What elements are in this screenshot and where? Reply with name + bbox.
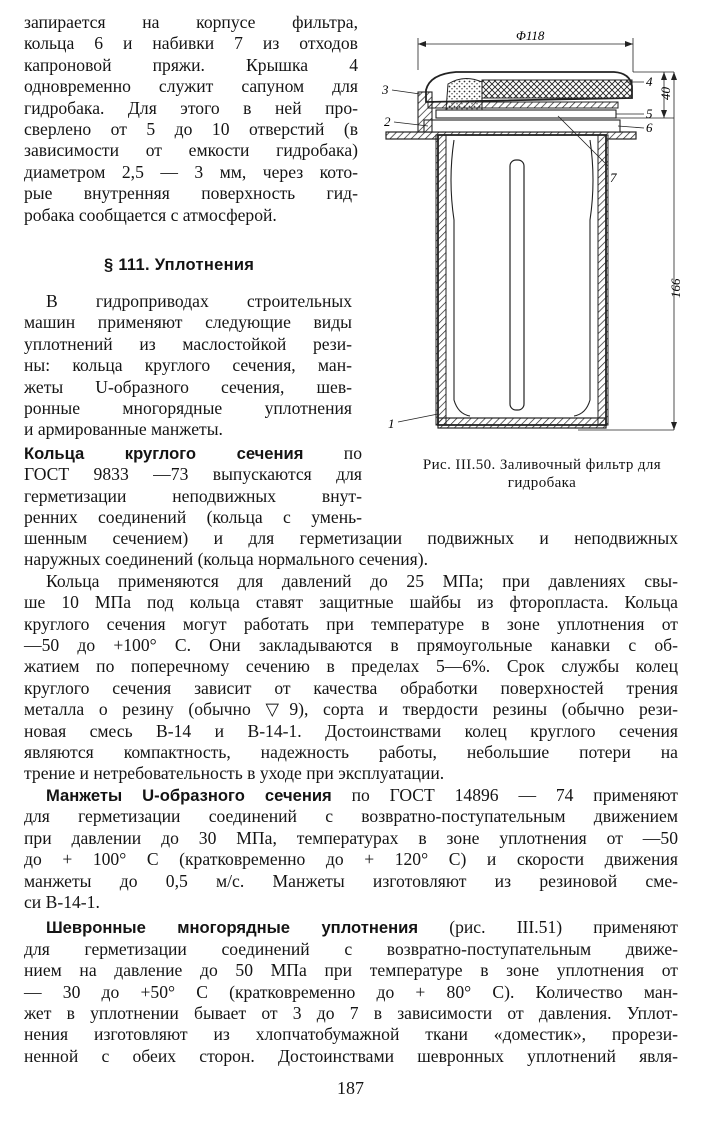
term-cuffs: Манжеты U-образного сечения	[46, 785, 332, 805]
text-line: являются компактность, надежность работы, небольшие потери на	[24, 742, 678, 763]
figure-caption	[392, 456, 692, 492]
cap-insert	[482, 80, 632, 98]
text-line	[24, 443, 362, 464]
text-line	[24, 917, 678, 938]
mesh-right	[598, 135, 608, 425]
text-line: нения изготовляют из хлопчатобумажной ткани «доместик», прорези-	[24, 1024, 678, 1045]
text-line: наружных соединений (кольца нормального сечения).	[24, 549, 429, 570]
text-line: гидробака. Для этого в ней про-	[24, 97, 358, 118]
text-line: капроновой пряжи. Крышка 4	[24, 54, 358, 75]
text-line: ненной с обеих сторон. Достоинствами шевронных уплотнений явля-	[24, 1045, 678, 1066]
main-text	[24, 528, 678, 1067]
text-line: ренних соединений (кольца с умень-	[24, 507, 362, 528]
text-line: при давлении до 30 МПа, температурах в зоне уплотнения от —50	[24, 827, 678, 848]
text-line: машин применяют следующие виды	[24, 312, 352, 333]
text-line: одновременно служит сапуном для	[24, 76, 358, 97]
section-heading: § 111. Уплотнения	[104, 256, 255, 274]
text-line: и армированные манжеты.	[24, 419, 223, 440]
text-line: рые внутренняя поверхность гид-	[24, 183, 358, 204]
text-line: уплотнений из маслостойкой рези-	[24, 333, 352, 354]
text-line: жет в уплотнении бывает от 3 до 7 в зависимости от давления. Уплот-	[24, 1002, 678, 1023]
ring-seat	[424, 120, 620, 132]
text-fragment: по ГОСТ 14896 — 74 применяют	[331, 784, 678, 805]
text-line: робака сообщается с атмосферой.	[24, 204, 277, 225]
text-line: запирается на корпусе фильтра,	[24, 12, 358, 32]
text-line: новая смесь В-14 и В-14-1. Достоинствами колец круглого сечения	[24, 720, 678, 741]
text-line: манжеты до 0,5 м/с. Манжеты изготовляют из резиновой сме-	[24, 870, 678, 891]
text-line: диаметром 2,5 — 3 мм, через кото-	[24, 161, 358, 182]
part-label: 4	[646, 74, 653, 89]
dimension-label: 166	[668, 278, 683, 298]
caption-line: гидробака	[507, 475, 577, 491]
text-line: шенным сечением) и для герметизации подвижных и неподвижных	[24, 528, 678, 548]
text-line: жеты U-образного сечения, шев-	[24, 376, 352, 397]
text-line: ше 10 МПа под кольца ставят защитные шайбы из фторопласта. Кольца	[24, 592, 678, 613]
text-line: герметизации неподвижных внут-	[24, 485, 362, 506]
text-fragment: по	[303, 443, 362, 463]
text-line: трение и нетребовательность в уходе при эксплуатации.	[24, 763, 445, 784]
text-line: круглого сечения зависит от качества обработки поверхностей трения	[24, 677, 678, 698]
text-line: кольца 6 и набивки 7 из отходов	[24, 33, 358, 54]
part-label: 5	[646, 106, 653, 121]
caption-line: Рис. III.50. Заливочный фильтр для	[422, 457, 662, 473]
bottom	[438, 418, 606, 428]
mesh-ring	[436, 110, 616, 118]
text-line: Кольца применяются для давлений до 25 МПа; при давлениях свы-	[46, 570, 678, 591]
center-rod	[510, 160, 524, 410]
dimension-label: Φ118	[516, 30, 545, 43]
text-line: сверлено от 5 до 10 отверстий (в	[24, 119, 358, 140]
diameter-dimension	[418, 30, 633, 72]
part-label: 1	[388, 416, 395, 431]
text-line: для герметизации соединений с возвратно-поступательным движе-	[24, 938, 678, 959]
text-line: металла о резину (обычно ▽9), сорта и твердости резины (обычно рези-	[24, 699, 678, 720]
term-chevron: Шевронные многорядные уплотнения	[46, 918, 419, 938]
text-line: для герметизации соединений с возвратно-поступательным движением	[24, 806, 678, 827]
text-line: В гидроприводах строительных	[46, 291, 352, 311]
part-label: 7	[610, 170, 617, 185]
text-line: круглого сечения могут работать при температуре в зоне уплотнения от	[24, 613, 678, 634]
text-line: ГОСТ 9833 —73 выпускаются для	[24, 464, 362, 485]
cap-gasket	[428, 102, 618, 108]
text-line: ронные многорядные уплотнения	[24, 398, 352, 419]
seals-intro-paragraph	[24, 291, 352, 441]
term-rings: Кольца круглого сечения	[24, 444, 304, 463]
part-label: 3	[382, 82, 389, 97]
text-line	[24, 785, 678, 806]
text-line: жатием по поперечному сечению в пределах 5—6%. Срок службы колец	[24, 656, 678, 677]
text-line: зависимости от емкости гидробака)	[24, 140, 358, 161]
text-line: си В-14-1.	[24, 891, 100, 912]
text-fragment: (рис. III.51) применяют	[418, 917, 678, 938]
part-label: 2	[384, 114, 391, 129]
text-line: нием на давление до 50 МПа при температуре в зоне уплотнения от	[24, 960, 678, 981]
filler-filter-drawing	[378, 30, 688, 445]
text-line: —50 до +100° С. Они закладываются в прямоугольные канавки с об-	[24, 635, 678, 656]
rings-paragraph	[24, 443, 362, 529]
page-number: 187	[337, 1078, 364, 1098]
part-label: 6	[646, 120, 653, 135]
text-line: — 30 до +50° С (кратковременно до + 80° С). Количество ман-	[24, 981, 678, 1002]
dimension-label: 40	[658, 87, 673, 100]
mesh-left	[436, 135, 446, 425]
intro-paragraph	[24, 12, 358, 226]
text-line: до + 100° С (кратковременно до + 120° С) и скорости движения	[24, 849, 678, 870]
text-line: ны: кольца круглого сечения, ман-	[24, 355, 352, 376]
